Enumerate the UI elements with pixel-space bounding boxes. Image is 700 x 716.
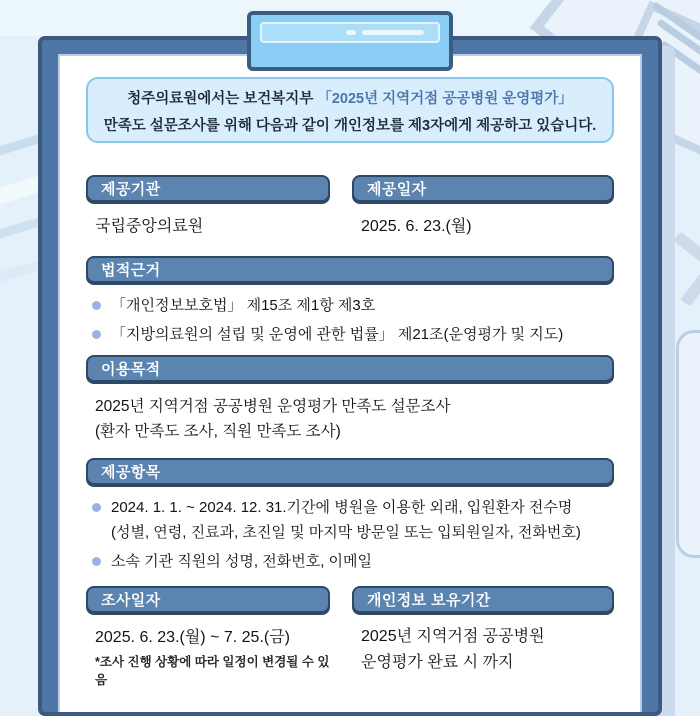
section-items-provided — [86, 458, 614, 574]
section-header-survey-date — [86, 586, 330, 613]
survey-date-column — [86, 586, 330, 688]
bullet-dot-icon — [92, 557, 101, 566]
item-line: 2024. 1. 1. ~ 2024. 12. 31.기간에 병원을 이용한 외래, 입원환자 전수명 — [111, 499, 573, 516]
items-provided-list — [92, 495, 614, 574]
clipboard-clip — [247, 11, 453, 71]
section-header-retention — [352, 586, 614, 613]
clip-shine-icon — [362, 30, 424, 35]
item-line: (성별, 연령, 진료과, 초진일 및 마지막 방문일 또는 입퇴원일자, 전화번호) — [111, 524, 581, 541]
list-item — [92, 322, 614, 347]
section-header-purpose — [86, 355, 614, 382]
provision-date-column — [352, 175, 614, 236]
items-provided-item — [111, 495, 581, 545]
section-purpose — [86, 355, 614, 444]
section-title: 법적근거 — [101, 262, 161, 279]
intro-highlight: 「2025년 지역거점 공공병원 운영평가」 — [317, 91, 573, 107]
retention-text — [361, 624, 614, 676]
section-header-provider — [86, 175, 330, 202]
legal-basis-item: 「개인정보보호법」 제15조 제1항 제3호 — [111, 297, 376, 314]
clip-shine-icon — [346, 30, 356, 35]
section-header-provision-date — [352, 175, 614, 202]
purpose-text — [95, 394, 614, 444]
purpose-line: 2025년 지역거점 공공병원 운영평가 만족도 설문조사 — [95, 398, 451, 415]
section-title: 제공항목 — [101, 464, 161, 481]
intro-line-1 — [88, 86, 612, 113]
section-title: 개인정보 보유기간 — [367, 592, 491, 609]
provider-value: 국립중앙의료원 — [95, 218, 204, 235]
provision-date-value: 2025. 6. 23.(월) — [361, 218, 472, 235]
background-bubble-outline — [676, 330, 700, 558]
retention-column — [352, 586, 614, 688]
section-title: 이용목적 — [101, 361, 161, 378]
notice-content — [86, 77, 614, 688]
bullet-dot-icon — [92, 503, 101, 512]
legal-basis-list — [92, 293, 614, 347]
intro-callout — [86, 77, 614, 143]
section-title: 조사일자 — [101, 592, 161, 609]
survey-retention-row — [86, 586, 614, 688]
intro-line-2: 만족도 설문조사를 위해 다음과 같이 개인정보를 제3자에게 제공하고 있습니다. — [103, 118, 597, 134]
section-title: 제공일자 — [367, 181, 427, 198]
items-provided-item: 소속 기관 직원의 성명, 전화번호, 이메일 — [111, 553, 373, 570]
purpose-line: (환자 만족도 조사, 직원 만족도 조사) — [95, 423, 341, 440]
survey-date-note: *조사 진행 상황에 따라 일정이 변경될 수 있음 — [95, 655, 330, 687]
retention-line: 운영평가 완료 시 까지 — [361, 654, 514, 671]
list-item — [92, 293, 614, 318]
provider-date-row — [86, 175, 614, 236]
section-header-items-provided — [86, 458, 614, 485]
survey-date-value: 2025. 6. 23.(월) ~ 7. 25.(금) — [95, 629, 291, 646]
section-header-legal-basis — [86, 256, 614, 283]
bullet-dot-icon — [92, 301, 101, 310]
clipboard-clip-bar — [260, 22, 440, 43]
bullet-dot-icon — [92, 330, 101, 339]
list-item — [92, 549, 614, 574]
legal-basis-item: 「지방의료원의 설립 및 운영에 관한 법률」 제21조(운영평가 및 지도) — [111, 326, 564, 343]
section-title: 제공기관 — [101, 181, 161, 198]
retention-line: 2025년 지역거점 공공병원 — [361, 628, 545, 645]
intro-text: 청주의료원에서는 보건복지부 — [127, 91, 318, 107]
section-legal-basis — [86, 256, 614, 347]
list-item — [92, 495, 614, 545]
provider-column — [86, 175, 330, 236]
